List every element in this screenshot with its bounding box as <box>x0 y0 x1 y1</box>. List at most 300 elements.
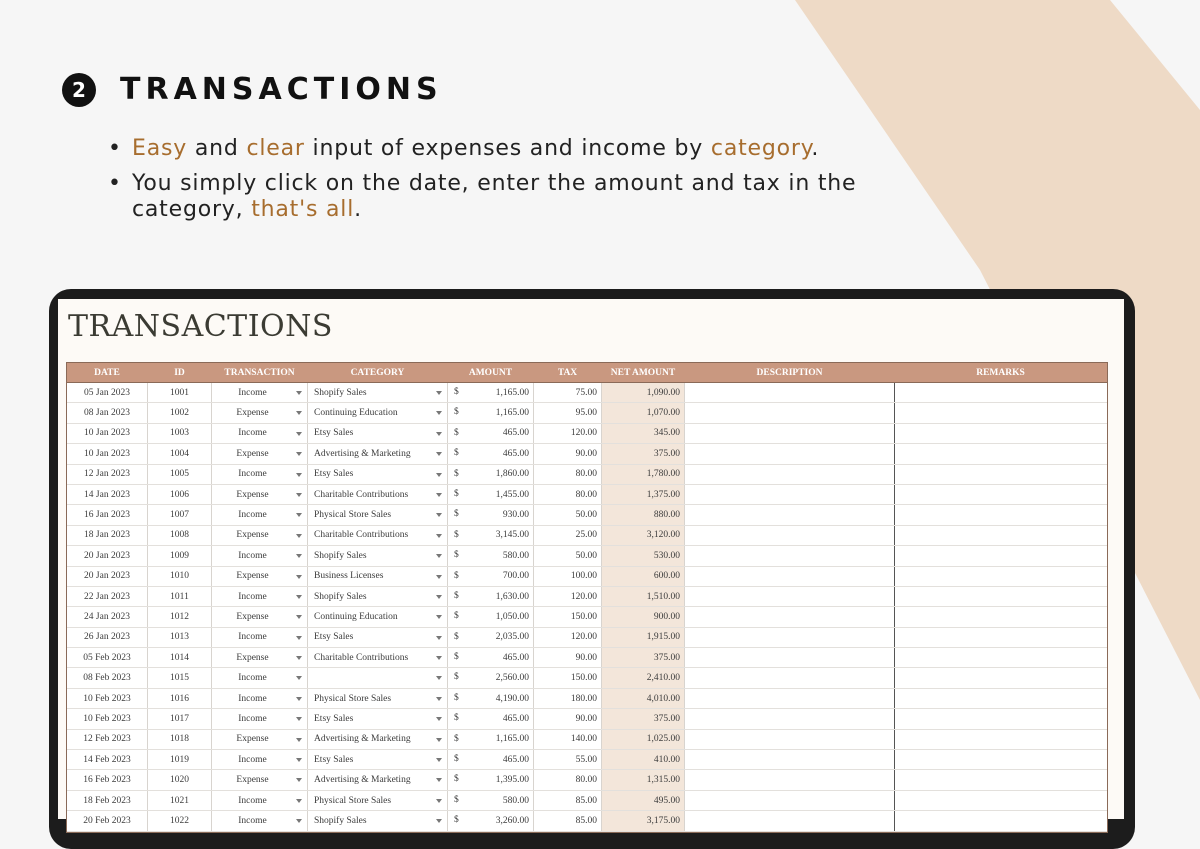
amount-value: 580.00 <box>502 550 529 561</box>
dropdown-arrow-icon[interactable] <box>296 697 302 701</box>
cell-id[interactable]: 1013 <box>148 628 212 647</box>
cell-category-select[interactable] <box>308 770 448 789</box>
cell-id[interactable]: 1005 <box>148 465 212 484</box>
cell-description[interactable] <box>685 811 895 830</box>
cell-amount[interactable] <box>448 505 534 524</box>
cell-net-amount: 2,410.00 <box>602 668 685 687</box>
bullet-text-segment: input of expenses and income by <box>304 136 711 161</box>
cell-amount[interactable] <box>448 648 534 667</box>
cell-tax[interactable]: 50.00 <box>534 546 602 565</box>
dropdown-arrow-icon[interactable] <box>436 819 442 823</box>
cell-net-amount: 1,915.00 <box>602 628 685 647</box>
cell-date[interactable]: 18 Feb 2023 <box>67 791 148 810</box>
category-value: Physical Store Sales <box>314 510 392 521</box>
cell-remarks[interactable] <box>895 505 1107 524</box>
table-header-row <box>67 363 1107 383</box>
column-header-description[interactable]: DESCRIPTION <box>685 363 895 382</box>
cell-category-select[interactable] <box>308 444 448 463</box>
dropdown-arrow-icon[interactable] <box>436 799 442 803</box>
cell-tax[interactable]: 150.00 <box>534 607 602 626</box>
currency-symbol: $ <box>454 570 459 581</box>
table-row <box>67 505 1107 525</box>
category-value: Etsy Sales <box>314 713 354 724</box>
amount-value: 580.00 <box>502 795 529 806</box>
cell-amount[interactable] <box>448 668 534 687</box>
cell-description[interactable] <box>685 770 895 789</box>
cell-tax[interactable]: 120.00 <box>534 628 602 647</box>
section-title: TRANSACTIONS <box>120 72 443 107</box>
cell-description[interactable] <box>685 403 895 422</box>
cell-date[interactable]: 05 Feb 2023 <box>67 648 148 667</box>
cell-id[interactable]: 1011 <box>148 587 212 606</box>
cell-remarks[interactable] <box>895 750 1107 769</box>
cell-tax[interactable]: 140.00 <box>534 730 602 749</box>
table-row <box>67 485 1107 505</box>
highlighted-text: category <box>710 136 812 161</box>
cell-amount[interactable] <box>448 709 534 728</box>
cell-date[interactable]: 10 Feb 2023 <box>67 709 148 728</box>
cell-description[interactable] <box>685 587 895 606</box>
dropdown-arrow-icon[interactable] <box>296 432 302 436</box>
category-value: Shopify Sales <box>314 591 367 602</box>
dropdown-arrow-icon[interactable] <box>296 656 302 660</box>
dropdown-arrow-icon[interactable] <box>296 391 302 395</box>
cell-id[interactable]: 1016 <box>148 689 212 708</box>
cell-transaction-select[interactable] <box>212 770 308 789</box>
cell-id[interactable]: 1002 <box>148 403 212 422</box>
bullet-text-segment: . <box>811 136 820 161</box>
cell-transaction-select[interactable] <box>212 709 308 728</box>
cell-remarks[interactable] <box>895 424 1107 443</box>
cell-id[interactable]: 1008 <box>148 526 212 545</box>
amount-value: 930.00 <box>502 510 529 521</box>
cell-tax[interactable]: 100.00 <box>534 567 602 586</box>
cell-amount[interactable] <box>448 403 534 422</box>
dropdown-arrow-icon[interactable] <box>436 554 442 558</box>
dropdown-arrow-icon[interactable] <box>296 575 302 579</box>
cell-id[interactable]: 1022 <box>148 811 212 830</box>
cell-remarks[interactable] <box>895 485 1107 504</box>
cell-tax[interactable]: 90.00 <box>534 648 602 667</box>
cell-remarks[interactable] <box>895 403 1107 422</box>
cell-description[interactable] <box>685 424 895 443</box>
bullet-text-segment: and <box>187 136 247 161</box>
category-value: Physical Store Sales <box>314 693 392 704</box>
table-row <box>67 607 1107 627</box>
category-value: Etsy Sales <box>314 632 354 643</box>
cell-remarks[interactable] <box>895 526 1107 545</box>
dropdown-arrow-icon[interactable] <box>436 534 442 538</box>
highlighted-text: Easy <box>132 136 188 161</box>
cell-id[interactable]: 1015 <box>148 668 212 687</box>
cell-transaction-select[interactable] <box>212 607 308 626</box>
cell-transaction-select[interactable] <box>212 444 308 463</box>
cell-id[interactable]: 1020 <box>148 770 212 789</box>
cell-transaction-select[interactable] <box>212 791 308 810</box>
column-header-remarks[interactable]: REMARKS <box>895 363 1107 382</box>
dropdown-arrow-icon[interactable] <box>296 778 302 782</box>
cell-date[interactable]: 20 Feb 2023 <box>67 811 148 830</box>
dropdown-arrow-icon[interactable] <box>436 595 442 599</box>
amount-value: 700.00 <box>502 571 529 582</box>
dropdown-arrow-icon[interactable] <box>436 391 442 395</box>
dropdown-arrow-icon[interactable] <box>296 676 302 680</box>
cell-net-amount: 410.00 <box>602 750 685 769</box>
transaction-value: Income <box>238 387 267 398</box>
cell-category-select[interactable] <box>308 607 448 626</box>
cell-id[interactable]: 1012 <box>148 607 212 626</box>
cell-remarks[interactable] <box>895 587 1107 606</box>
amount-value: 465.00 <box>502 448 529 459</box>
transaction-value: Income <box>238 795 267 806</box>
table-row <box>67 567 1107 587</box>
cell-id[interactable]: 1007 <box>148 505 212 524</box>
cell-description[interactable] <box>685 668 895 687</box>
cell-description[interactable] <box>685 628 895 647</box>
cell-transaction-select[interactable] <box>212 628 308 647</box>
table-row <box>67 628 1107 648</box>
cell-id[interactable]: 1001 <box>148 383 212 402</box>
transaction-value: Expense <box>236 652 269 663</box>
transaction-value: Income <box>238 550 267 561</box>
cell-net-amount: 530.00 <box>602 546 685 565</box>
transaction-value: Expense <box>236 489 269 500</box>
cell-net-amount: 1,510.00 <box>602 587 685 606</box>
cell-amount[interactable] <box>448 567 534 586</box>
amount-value: 2,560.00 <box>495 673 529 684</box>
dropdown-arrow-icon[interactable] <box>296 513 302 517</box>
cell-description[interactable] <box>685 485 895 504</box>
dropdown-arrow-icon[interactable] <box>436 676 442 680</box>
cell-transaction-select[interactable] <box>212 485 308 504</box>
cell-tax[interactable]: 120.00 <box>534 424 602 443</box>
dropdown-arrow-icon[interactable] <box>296 819 302 823</box>
cell-tax[interactable]: 95.00 <box>534 403 602 422</box>
dropdown-arrow-icon[interactable] <box>296 758 302 762</box>
dropdown-arrow-icon[interactable] <box>436 473 442 477</box>
cell-transaction-select[interactable] <box>212 730 308 749</box>
cell-transaction-select[interactable] <box>212 587 308 606</box>
cell-tax[interactable]: 85.00 <box>534 791 602 810</box>
cell-description[interactable] <box>685 567 895 586</box>
cell-amount[interactable] <box>448 383 534 402</box>
cell-id[interactable]: 1010 <box>148 567 212 586</box>
cell-amount[interactable] <box>448 791 534 810</box>
cell-transaction-select[interactable] <box>212 505 308 524</box>
cell-category-select[interactable] <box>308 526 448 545</box>
cell-transaction-select[interactable] <box>212 811 308 830</box>
cell-date[interactable]: 20 Jan 2023 <box>67 546 148 565</box>
cell-id[interactable]: 1014 <box>148 648 212 667</box>
cell-description[interactable] <box>685 505 895 524</box>
cell-remarks[interactable] <box>895 444 1107 463</box>
transaction-value: Income <box>238 815 267 826</box>
cell-date[interactable]: 16 Jan 2023 <box>67 505 148 524</box>
cell-amount[interactable] <box>448 689 534 708</box>
category-value: Continuing Education <box>314 611 398 622</box>
cell-transaction-select[interactable] <box>212 526 308 545</box>
cell-date[interactable]: 12 Feb 2023 <box>67 730 148 749</box>
dropdown-arrow-icon[interactable] <box>296 636 302 640</box>
currency-symbol: $ <box>454 713 459 724</box>
cell-tax[interactable]: 90.00 <box>534 444 602 463</box>
cell-description[interactable] <box>685 526 895 545</box>
cell-transaction-select[interactable] <box>212 465 308 484</box>
cell-category-select[interactable] <box>308 465 448 484</box>
column-header-net-amount[interactable]: NET AMOUNT <box>602 363 685 382</box>
cell-description[interactable] <box>685 383 895 402</box>
currency-symbol: $ <box>454 631 459 642</box>
cell-category-select[interactable] <box>308 403 448 422</box>
cell-transaction-select[interactable] <box>212 403 308 422</box>
cell-date[interactable]: 05 Jan 2023 <box>67 383 148 402</box>
currency-symbol: $ <box>454 407 459 418</box>
amount-value: 465.00 <box>502 713 529 724</box>
cell-category-select[interactable] <box>308 587 448 606</box>
spreadsheet-screen <box>58 299 1124 826</box>
cell-category-select[interactable] <box>308 730 448 749</box>
cell-remarks[interactable] <box>895 811 1107 830</box>
dropdown-arrow-icon[interactable] <box>436 432 442 436</box>
dropdown-arrow-icon[interactable] <box>436 411 442 415</box>
cell-remarks[interactable] <box>895 567 1107 586</box>
cell-date[interactable]: 10 Feb 2023 <box>67 689 148 708</box>
cell-transaction-select[interactable] <box>212 648 308 667</box>
bullet-dot: • <box>108 136 122 161</box>
cell-category-select[interactable] <box>308 546 448 565</box>
cell-tax[interactable]: 25.00 <box>534 526 602 545</box>
cell-remarks[interactable] <box>895 628 1107 647</box>
cell-amount[interactable] <box>448 730 534 749</box>
cell-description[interactable] <box>685 648 895 667</box>
cell-date[interactable]: 26 Jan 2023 <box>67 628 148 647</box>
cell-tax[interactable]: 80.00 <box>534 465 602 484</box>
cell-date[interactable]: 10 Jan 2023 <box>67 424 148 443</box>
cell-tax[interactable]: 90.00 <box>534 709 602 728</box>
cell-category-select[interactable] <box>308 648 448 667</box>
currency-symbol: $ <box>454 387 459 397</box>
currency-symbol: $ <box>454 754 459 765</box>
dropdown-arrow-icon[interactable] <box>436 738 442 742</box>
dropdown-arrow-icon[interactable] <box>436 697 442 701</box>
column-header-tax[interactable]: TAX <box>534 363 602 382</box>
table-row <box>67 546 1107 566</box>
cell-date[interactable]: 08 Feb 2023 <box>67 668 148 687</box>
dropdown-arrow-icon[interactable] <box>296 615 302 619</box>
cell-description[interactable] <box>685 546 895 565</box>
cell-amount[interactable] <box>448 770 534 789</box>
cell-amount[interactable] <box>448 444 534 463</box>
cell-transaction-select[interactable] <box>212 546 308 565</box>
cell-id[interactable]: 1004 <box>148 444 212 463</box>
cell-id[interactable]: 1018 <box>148 730 212 749</box>
dropdown-arrow-icon[interactable] <box>436 717 442 721</box>
cell-category-select[interactable] <box>308 567 448 586</box>
cell-remarks[interactable] <box>895 546 1107 565</box>
cell-tax[interactable]: 85.00 <box>534 811 602 830</box>
cell-category-select[interactable] <box>308 668 448 687</box>
column-header-amount[interactable]: AMOUNT <box>448 363 534 382</box>
category-value: Physical Store Sales <box>314 795 392 806</box>
cell-transaction-select[interactable] <box>212 567 308 586</box>
cell-description[interactable] <box>685 709 895 728</box>
dropdown-arrow-icon[interactable] <box>436 758 442 762</box>
column-header-category[interactable]: CATEGORY <box>308 363 448 382</box>
cell-date[interactable]: 14 Feb 2023 <box>67 750 148 769</box>
transaction-value: Income <box>238 510 267 521</box>
cell-id[interactable]: 1019 <box>148 750 212 769</box>
cell-date[interactable]: 12 Jan 2023 <box>67 465 148 484</box>
cell-tax[interactable]: 180.00 <box>534 689 602 708</box>
cell-remarks[interactable] <box>895 668 1107 687</box>
dropdown-arrow-icon[interactable] <box>436 636 442 640</box>
transaction-value: Income <box>238 428 267 439</box>
cell-transaction-select[interactable] <box>212 383 308 402</box>
cell-date[interactable]: 14 Jan 2023 <box>67 485 148 504</box>
cell-net-amount: 495.00 <box>602 791 685 810</box>
dropdown-arrow-icon[interactable] <box>296 799 302 803</box>
cell-description[interactable] <box>685 791 895 810</box>
cell-category-select[interactable] <box>308 505 448 524</box>
currency-symbol: $ <box>454 488 459 499</box>
cell-amount[interactable] <box>448 526 534 545</box>
cell-transaction-select[interactable] <box>212 668 308 687</box>
cell-description[interactable] <box>685 465 895 484</box>
currency-symbol: $ <box>454 468 459 479</box>
cell-remarks[interactable] <box>895 689 1107 708</box>
dropdown-arrow-icon[interactable] <box>436 615 442 619</box>
cell-date[interactable]: 22 Jan 2023 <box>67 587 148 606</box>
cell-tax[interactable]: 50.00 <box>534 505 602 524</box>
dropdown-arrow-icon[interactable] <box>296 717 302 721</box>
dropdown-arrow-icon[interactable] <box>296 411 302 415</box>
cell-net-amount: 880.00 <box>602 505 685 524</box>
cell-date[interactable]: 08 Jan 2023 <box>67 403 148 422</box>
cell-date[interactable]: 10 Jan 2023 <box>67 444 148 463</box>
cell-amount[interactable] <box>448 485 534 504</box>
cell-transaction-select[interactable] <box>212 750 308 769</box>
currency-symbol: $ <box>454 611 459 622</box>
amount-value: 465.00 <box>502 652 529 663</box>
dropdown-arrow-icon[interactable] <box>436 656 442 660</box>
cell-amount[interactable] <box>448 628 534 647</box>
dropdown-arrow-icon[interactable] <box>436 452 442 456</box>
cell-amount[interactable] <box>448 465 534 484</box>
category-value: Charitable Contributions <box>314 489 409 500</box>
bullet-item <box>108 136 868 162</box>
cell-category-select[interactable] <box>308 424 448 443</box>
cell-remarks[interactable] <box>895 607 1107 626</box>
currency-symbol: $ <box>454 590 459 601</box>
amount-value: 1,395.00 <box>495 775 529 786</box>
dropdown-arrow-icon[interactable] <box>296 554 302 558</box>
cell-category-select[interactable] <box>308 689 448 708</box>
cell-id[interactable]: 1017 <box>148 709 212 728</box>
section-number-badge: 2 <box>62 73 96 107</box>
dropdown-arrow-icon[interactable] <box>296 534 302 538</box>
cell-date[interactable]: 24 Jan 2023 <box>67 607 148 626</box>
cell-date[interactable]: 18 Jan 2023 <box>67 526 148 545</box>
category-value: Charitable Contributions <box>314 652 409 663</box>
column-header-date[interactable]: DATE <box>67 363 148 382</box>
cell-category-select[interactable] <box>308 628 448 647</box>
transaction-value: Income <box>238 673 267 684</box>
cell-id[interactable]: 1006 <box>148 485 212 504</box>
cell-transaction-select[interactable] <box>212 689 308 708</box>
cell-date[interactable]: 16 Feb 2023 <box>67 770 148 789</box>
cell-tax[interactable]: 120.00 <box>534 587 602 606</box>
cell-tax[interactable]: 150.00 <box>534 668 602 687</box>
cell-amount[interactable] <box>448 811 534 830</box>
cell-tax[interactable]: 75.00 <box>534 383 602 402</box>
cell-amount[interactable] <box>448 750 534 769</box>
dropdown-arrow-icon[interactable] <box>296 595 302 599</box>
cell-net-amount: 1,780.00 <box>602 465 685 484</box>
cell-category-select[interactable] <box>308 750 448 769</box>
currency-symbol: $ <box>454 652 459 663</box>
cell-remarks[interactable] <box>895 465 1107 484</box>
cell-remarks[interactable] <box>895 730 1107 749</box>
cell-tax[interactable]: 80.00 <box>534 770 602 789</box>
transaction-value: Income <box>238 693 267 704</box>
cell-category-select[interactable] <box>308 485 448 504</box>
amount-value: 465.00 <box>502 428 529 439</box>
cell-remarks[interactable] <box>895 648 1107 667</box>
column-header-id[interactable]: ID <box>148 363 212 382</box>
cell-amount[interactable] <box>448 424 534 443</box>
cell-tax[interactable]: 80.00 <box>534 485 602 504</box>
column-header-transaction[interactable]: TRANSACTION <box>212 363 308 382</box>
cell-amount[interactable] <box>448 607 534 626</box>
cell-transaction-select[interactable] <box>212 424 308 443</box>
cell-remarks[interactable] <box>895 791 1107 810</box>
cell-amount[interactable] <box>448 587 534 606</box>
cell-category-select[interactable] <box>308 811 448 830</box>
cell-amount[interactable] <box>448 546 534 565</box>
cell-tax[interactable]: 55.00 <box>534 750 602 769</box>
cell-category-select[interactable] <box>308 791 448 810</box>
cell-remarks[interactable] <box>895 770 1107 789</box>
cell-id[interactable]: 1009 <box>148 546 212 565</box>
cell-description[interactable] <box>685 730 895 749</box>
dropdown-arrow-icon[interactable] <box>296 473 302 477</box>
cell-description[interactable] <box>685 607 895 626</box>
cell-category-select[interactable] <box>308 383 448 402</box>
cell-description[interactable] <box>685 689 895 708</box>
cell-description[interactable] <box>685 750 895 769</box>
cell-remarks[interactable] <box>895 383 1107 402</box>
currency-symbol: $ <box>454 794 459 805</box>
cell-net-amount: 3,175.00 <box>602 811 685 830</box>
cell-id[interactable]: 1021 <box>148 791 212 810</box>
cell-category-select[interactable] <box>308 709 448 728</box>
dropdown-arrow-icon[interactable] <box>436 778 442 782</box>
amount-value: 465.00 <box>502 754 529 765</box>
dropdown-arrow-icon[interactable] <box>296 452 302 456</box>
dropdown-arrow-icon[interactable] <box>436 513 442 517</box>
bullet-text <box>132 136 819 162</box>
dropdown-arrow-icon[interactable] <box>296 738 302 742</box>
cell-date[interactable]: 20 Jan 2023 <box>67 567 148 586</box>
dropdown-arrow-icon[interactable] <box>436 493 442 497</box>
bullet-item <box>108 171 868 223</box>
dropdown-arrow-icon[interactable] <box>296 493 302 497</box>
dropdown-arrow-icon[interactable] <box>436 575 442 579</box>
cell-id[interactable]: 1003 <box>148 424 212 443</box>
cell-remarks[interactable] <box>895 709 1107 728</box>
amount-value: 4,190.00 <box>495 693 529 704</box>
cell-description[interactable] <box>685 444 895 463</box>
